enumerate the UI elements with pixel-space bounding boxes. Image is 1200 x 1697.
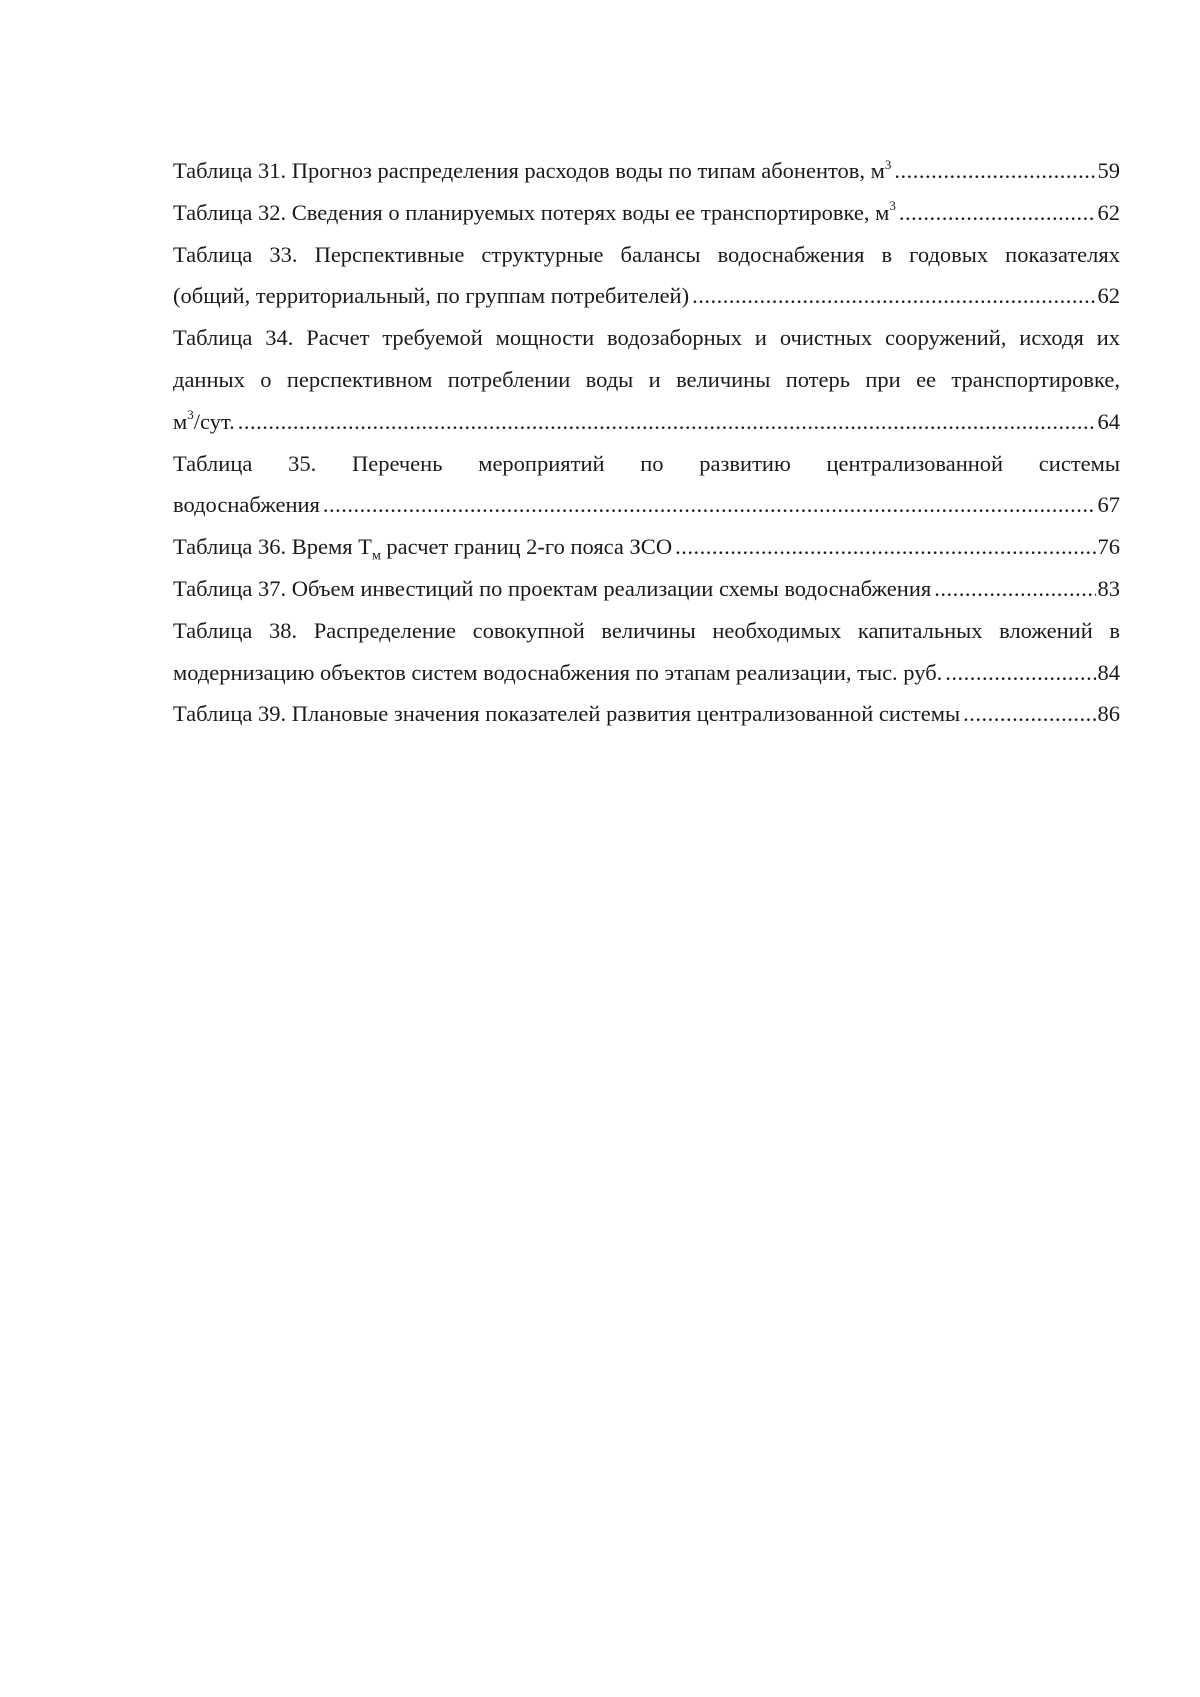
toc-page-number: 84 (1097, 659, 1120, 685)
toc-entry-title: Таблица 31. Прогноз распределения расходов воды по типам абонентов, $м^3$ (173, 156, 892, 183)
toc-line (173, 568, 1120, 610)
toc-line (173, 484, 1120, 526)
dot-leader (894, 150, 1095, 192)
toc-line (173, 401, 1120, 443)
toc-page-number: 83 (1097, 575, 1120, 601)
toc-line (173, 275, 1120, 317)
toc-entry-table-39[interactable] (173, 693, 1120, 735)
superscript: 3 (884, 156, 892, 172)
dot-leader (899, 192, 1096, 234)
dot-leader (675, 526, 1095, 568)
toc-page-number: 62 (1097, 283, 1120, 309)
toc-line (173, 526, 1120, 568)
toc-entry-title-end: (общий, территориальный, по группам потребителей) (173, 283, 690, 309)
toc-page-number: 67 (1097, 492, 1120, 518)
toc-page-number: 86 (1097, 701, 1120, 727)
toc-page-number: 59 (1097, 158, 1120, 183)
toc-entry-table-32[interactable] (173, 192, 1120, 234)
toc-entry-table-31[interactable] (173, 150, 1120, 192)
toc-entry-title-end: модернизацию объектов систем водоснабжения по этапам реализации, тыс. руб. (173, 659, 943, 685)
dot-leader (945, 652, 1095, 694)
toc-page-number: 76 (1097, 534, 1120, 560)
table-of-contents (173, 150, 1120, 735)
toc-line (173, 150, 1120, 192)
toc-entry-table-35[interactable] (173, 443, 1120, 527)
toc-entry-title-line: Таблица 35. Перечень мероприятий по развитию централизованной системы (173, 450, 1120, 476)
toc-page-number: 62 (1097, 199, 1120, 225)
toc-entry-title-line: Таблица 34. Расчет требуемой мощности водозаборных и очистных сооружений, исходя их (173, 325, 1120, 351)
toc-entry-title-line: Таблица 33. Перспективные структурные балансы водоснабжения в годовых показателях (173, 241, 1120, 267)
toc-entry-table-34[interactable] (173, 317, 1120, 442)
dot-leader (963, 693, 1095, 735)
toc-entry-title: Таблица 37. Объем инвестиций по проектам реализации схемы водоснабжения (173, 575, 932, 601)
toc-line (173, 192, 1120, 234)
subscript: м (371, 548, 381, 564)
toc-entry-title-end: $м^3$/сут. (173, 407, 235, 434)
toc-entry-table-33[interactable] (173, 234, 1120, 318)
toc-entry-table-37[interactable] (173, 568, 1120, 610)
toc-page-number: 64 (1097, 408, 1120, 434)
toc-entry-title-line: Таблица 38. Распределение совокупной величины необходимых капитальных вложений в (173, 617, 1120, 643)
toc-entry-title: Таблица 32. Сведения о планируемых потерях воды ее транспортировке, $м^3$ (173, 198, 896, 225)
toc-entry-title: Таблица 39. Плановые значения показателей развития централизованной системы (173, 701, 961, 727)
toc-entry-table-38[interactable] (173, 610, 1120, 694)
dot-leader (323, 484, 1096, 526)
toc-line (173, 652, 1120, 694)
dot-leader (934, 568, 1095, 610)
toc-entry-title: Таблица 36. Время $Т_м$ расчет границ 2-го пояса ЗСО (173, 534, 673, 564)
toc-entry-table-36[interactable] (173, 526, 1120, 568)
toc-entry-title-line: данных о перспективном потреблении воды и величины потерь при ее транспортировке, (173, 366, 1120, 392)
superscript: 3 (187, 407, 194, 423)
toc-entry-title-end: водоснабжения (173, 492, 320, 518)
dot-leader (238, 401, 1096, 443)
dot-leader (692, 275, 1095, 317)
toc-line (173, 693, 1120, 735)
superscript: 3 (889, 198, 896, 214)
